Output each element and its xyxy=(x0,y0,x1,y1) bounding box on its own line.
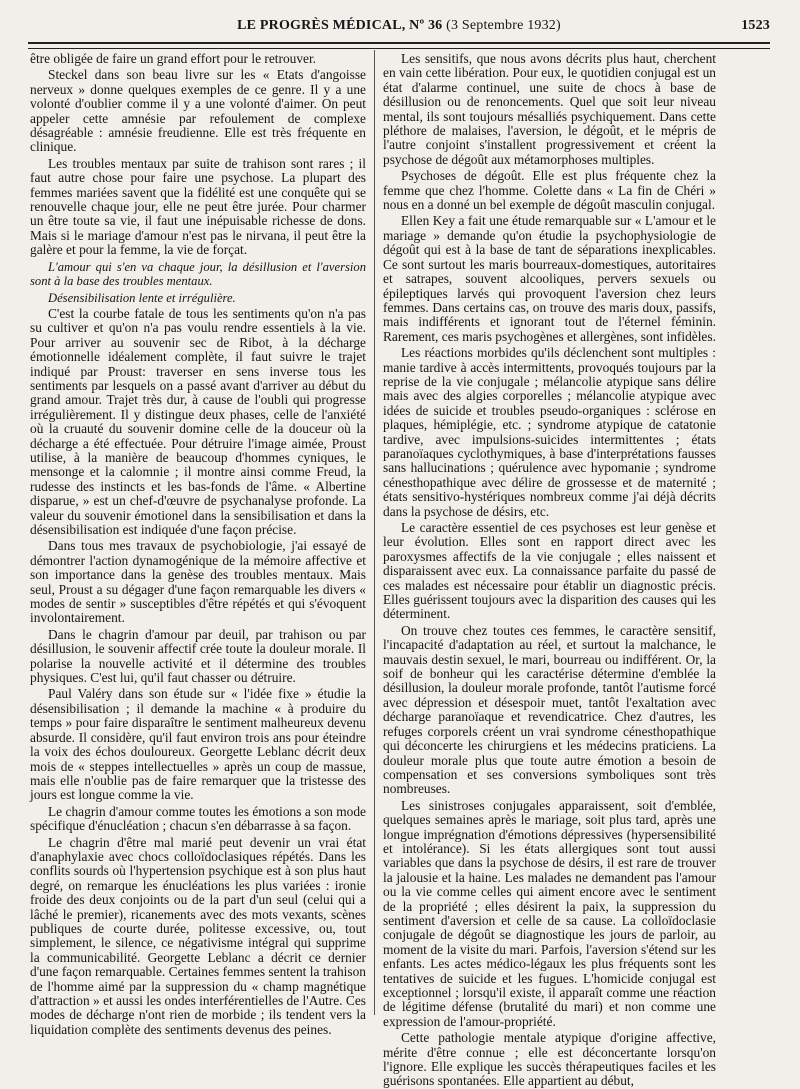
paragraph: Dans le chagrin d'amour par deuil, par trahison ou par désillusion, le souvenir affectif crée toute la douleur morale. Il polarise la nouvelle activité et il détermine des troubles physiques. C'est lui, qu'il faut chasser ou détruire. xyxy=(30,626,366,686)
paragraph: Le chagrin d'amour comme toutes les émotions a son mode spécifique d'énucléation ; chacun s'en débarrasse à sa façon. xyxy=(30,803,366,834)
journal-title xyxy=(28,18,770,34)
paragraph: Le caractère essentiel de ces psychoses est leur genèse et leur évolution. Elles sont en rapport direct avec les paroxysmes affectifs de la vie conjugale ; elles naissent et disparaissent avec eux. La connaissance parfaite du passé de ces malades est nécessaire pour établir un diagnostic précis. Elles guérissent toujours avec la disparition des causes qui les déterminent. xyxy=(383,520,716,622)
paragraph: Les sinistroses conjugales apparaissent, soit d'emblée, quelques semaines après le mariage, soit plus tard, après une longue imprégnation d'émotions dépressives (hypersensibilité et intolérance). Si les états allergiques sont tout aussi variables que dans la psychose de désirs, il est rare de trouver la jalousie et la haine. Les malades ne demandent pas l'amour ou la vie comme celles qui aiment encore avec le sentiment de la propriété ; elles désirent la paix, la suppression du sentiment d'aversion et celle de sa cause. La colloïdoclasie conjugale de dégoût se diagnostique les jours de parloir, au moment de la visite du mari. Parfois, l'aversion s'étend sur les enfants. Les actes médico-légaux les plus fréquents sont les tentatives de suicide et les fugues. L'homicide conjugal est exceptionnel ; lorsqu'il existe, il apparaît comme une réaction de légitime défense (brutalité du mari) et non comme une expression de l'amour-propriété. xyxy=(383,797,716,1029)
paragraph: Les sensitifs, que nous avons décrits plus haut, cherchent en vain cette libération. Pour eux, le quotidien conjugal est un état d'alarme continuel, une suite de chocs à base de désillusion ou de renoncements. Quel que soit leur niveau mental, ils sont toujours mésalliés psychiquement. Dans cette pléthore de malaises, l'aversion, le dégoût, et le mépris de l'autre conjoint s'installent progressivement et créent la psychose de dégoût aux métamorphoses multiples. xyxy=(383,51,716,167)
right-column xyxy=(383,51,716,1089)
journal-name: LE PROGRÈS MÉDICAL, Nº 36 xyxy=(237,18,443,33)
page-number: 1523 xyxy=(741,18,770,33)
paragraph: Steckel dans son beau livre sur les « Etats d'angoisse nerveux » donne quelques exemples de ce genre. Il y a une volonté d'oublier comme il y a une volonté d'aimer. On peut appeler cette amnésie par refoulement de complexe désagréable : amnésie freudienne. Elle est très fréquente en clinique. xyxy=(30,67,366,155)
header-rule xyxy=(28,42,770,49)
column-divider xyxy=(374,50,375,1015)
paragraph: Dans tous mes travaux de psychobiologie, j'ai essayé de démontrer l'action dynamogénique de la mémoire affective et son importance dans la genèse des troubles mentaux. Mais seul, Proust a su dégager d'une façon remarquable les divers « modes de sentir » susceptibles d'être répétés et qui s'évoquent involontairement. xyxy=(30,538,366,626)
paragraph: Désensibilisation lente et irrégulière. xyxy=(48,290,236,305)
issue-date: (3 Septembre 1932) xyxy=(446,18,561,33)
paragraph: Psychoses de dégoût. Elle est plus fréquente chez la femme que chez l'homme. Colette dans « La fin de Chéri » nous en a donné un bel exemple de dégoût masculin conjugal. xyxy=(383,168,716,213)
paragraph: C'est la courbe fatale de tous les sentiments qu'on n'a pas su cultiver et qu'on n'a pas voulu rendre essentiels à la vie. Pour arriver au souvenir sec de Ribot, à la décharge émotionnelle idéalement complète, il faut suivre le trajet indiqué par Proust: traverser en sens inverse tous les sentiments par lesquels on a passé avant d'arriver au début du grand amour. Trajet très dur, à cause de l'oubli qui progresse irrégulièrement. Il y distingue deux phases, celle de l'anxiété où la cruauté du souvenir domine celle de la douceur où la décharge a été effectuée. Pour détruire l'image aimée, Proust utilise, à la manière de beaucoup d'hommes cyniques, le mensonge et la calomnie ; il montre ainsi comme Freud, la rudesse des instincts et les bas-fonds de l'âme. « Albertine disparue, » est un chef-d'œuvre de psychanalyse profonde. La valeur du souvenir émotionel dans la sensibilisation et dans la désensibilisation est indiquée d'une façon précise. xyxy=(30,305,366,537)
paragraph: Ellen Key a fait une étude remarquable sur « L'amour et le mariage » demande qu'on étudie la psychophysiologie de dégoût qui est à la base de tant de séparations inexplicables. Ce sont surtout les maris bourreaux-domestiques, autoritaires et satrapes, souvent alcooliques, pervers sexuels ou épileptiques larvés qui provoquent l'aversion chez leurs femmes. Dans certains cas, on trouve des maris doux, passifs, mais indifférents et ignorant tout de l'éternel féminin. Rarement, ces maris psychogènes et allergènes, sont infidèles. xyxy=(383,213,716,344)
paragraph: être obligée de faire un grand effort pour le retrouver. xyxy=(30,51,317,66)
paragraph: Les troubles mentaux par suite de trahison sont rares ; il faut autre chose pour faire une psychose. La plupart des femmes mariées savent que la fidélité est une conquête qui se renouvelle chaque jour, elle ne peut être jurée. Pour charmer un être toute sa vie, il faut une inépuisable richesse de dons. Mais si le mariage d'amour n'est pas le nirvana, il peut être la galère et pour la femme, la vie de forçat. xyxy=(30,155,366,258)
paragraph: Les réactions morbides qu'ils déclenchent sont multiples : manie tardive à accès intermittents, provoqués toujours par la reprise de la vie conjugale ; mélancolie atypique sans délire mais avec des algies corporelles ; mélancolie atypique avec idées de suicide et troubles pseudo-organiques : sclérose en plaques, hémiplégie, etc. ; syndrome atypique de catatonie tardive, avec impulsions-suicides intermittentes ; états paranoïaques cyclothymiques, à base d'interprétations fausses sans hallucinations ; quérulence avec hypomanie ; syndrome cénesthopathique avec délire de grossesse et de maternité ; états sensitivo-hystériques nombreux comme j'ai déjà décrits dans la psychose de désirs, etc. xyxy=(383,345,716,519)
running-header xyxy=(28,18,770,40)
paragraph: L'amour qui s'en va chaque jour, la désillusion et l'aversion sont à la base des troubles mentaux. xyxy=(30,259,366,289)
paragraph: Le chagrin d'être mal marié peut devenir un vrai état d'anaphylaxie avec chocs colloïdoclasiques répétés. Dans les conflits sourds où l'hypertension psychique est à son plus haut degré, on remarque les énucléations les plus variées : ironie froide des deux conjoints ou de la part d'un seul (celui qui a lâché le premier), ricanements avec des mots vexants, scènes publiques de courte durée, politesse excessive, ou, tout simplement, le silence, ce négativisme intégral qui supprime la communicabilité. Georgette Leblanc a décrit ce dernier d'une façon remarquable. Certaines femmes sentent la trahison de l'homme aimé par la suppression du « champ magnétique d'attraction » et aussi les ondes interférentielles de l'Autre. Ces modes de décharge n'ont rien de morbide ; ils tendent vers la liquidation complète des sentiments devenus des peines. xyxy=(30,834,366,1037)
paragraph: Paul Valéry dans son étude sur « l'idée fixe » étudie la désensibilisation ; il demande la machine « à produire du temps » pour faire disparaître le sentiment malheureux devenu absurde. Il considère, qu'il faut environ trois ans pour éteindre la voix des échos douloureux. Georgette Leblanc décrit deux mois de « steppes intellectuelles » après un coup de massue, mais elle n'oublie pas de faire remarquer que la tristesse des jours est longue comme la vie. xyxy=(30,686,366,803)
paragraph: Cette pathologie mentale atypique d'origine affective, mérite d'être connue ; elle est déconcertante lorsqu'on l'ignore. Elle explique les succès thérapeutiques faciles et les guérisons spontanées. Elle appartient au début, xyxy=(383,1030,716,1089)
left-column xyxy=(30,52,366,1043)
paragraph: On trouve chez toutes ces femmes, le caractère sensitif, l'incapacité d'adaptation au réel, et surtout la malchance, le mauvais destin sexuel, le mari, bourreau ou indifférent. Or, la soif de bonheur qui les caractérise détermine d'emblée la désillusion, la douleur morale profonde, tantôt l'autisme forcé avec dépression et désespoir muet, tantôt l'exaltation avec décharge paranoïaque et revendicatrice. Chez d'autres, les refuges corporels créent un vrai syndrome cénesthopathique qui déconcerte les chirurgiens et les médecins praticiens. La douleur morale plus que toute autre émotion a besoin de compensation et ses conversions symboliques sont très nombreuses. xyxy=(383,622,716,797)
